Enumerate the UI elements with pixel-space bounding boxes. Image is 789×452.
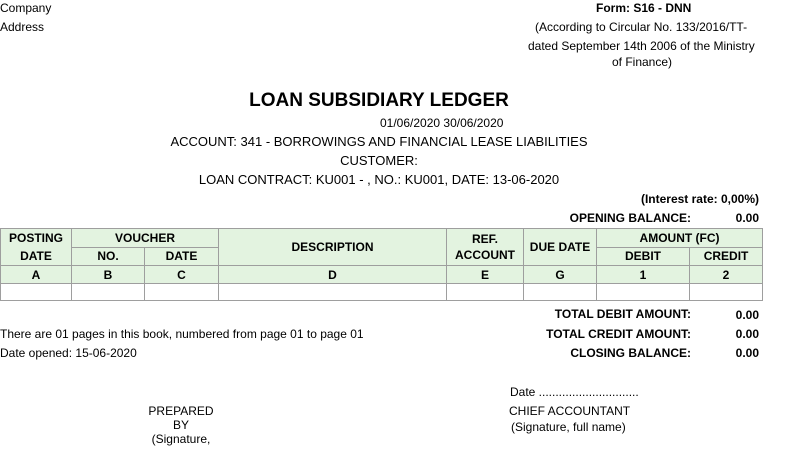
col-voucher-date: DATE <box>145 247 219 266</box>
interest-rate: (Interest rate: 0,00%) <box>640 192 759 206</box>
circular-line-2: dated September 14th 2006 of the Ministry <box>528 39 755 53</box>
chief-accountant-label: CHIEF ACCOUNTANT <box>509 404 631 418</box>
code-cell: C <box>145 266 219 284</box>
code-cell: 2 <box>690 266 763 284</box>
col-voucher-no: NO. <box>72 247 145 266</box>
table-cell <box>597 284 690 301</box>
col-description: DESCRIPTION <box>219 229 447 266</box>
col-amount-fc: AMOUNT (FC) <box>597 229 763 248</box>
col-ref-account: REF. ACCOUNT <box>447 229 524 266</box>
code-cell: A <box>1 266 72 284</box>
col-debit: DEBIT <box>597 247 690 266</box>
opening-balance-value: 0.00 <box>735 211 759 225</box>
opening-balance-label: OPENING BALANCE: <box>569 211 691 225</box>
table-cell <box>447 284 524 301</box>
ledger-table <box>0 228 763 301</box>
form-code: Form: S16 - DNN <box>596 1 692 15</box>
date-opened: Date opened: 15-06-2020 <box>0 346 137 360</box>
code-cell: D <box>219 266 447 284</box>
code-cell: 1 <box>597 266 690 284</box>
table-cell <box>524 284 597 301</box>
table-cell <box>145 284 219 301</box>
col-voucher: VOUCHER <box>72 229 219 248</box>
col-due-date: DUE DATE <box>524 229 597 266</box>
total-credit-label: TOTAL CREDIT AMOUNT: <box>546 327 691 341</box>
table-row <box>1 284 763 301</box>
code-cell: B <box>72 266 145 284</box>
prepared-line-3: (Signature, <box>151 432 211 446</box>
chief-accountant-signature: (Signature, full name) <box>511 420 626 434</box>
period-range: 01/06/2020 30/06/2020 <box>380 116 504 130</box>
prepared-line-2: BY <box>172 418 189 432</box>
customer-line: CUSTOMER: <box>340 153 418 168</box>
account-line: ACCOUNT: 341 - BORROWINGS AND FINANCIAL LEASE LIABILITIES <box>170 134 588 149</box>
circular-line-1: (According to Circular No. 133/2016/TT- <box>535 20 748 34</box>
circular-line-3: of Finance) <box>612 55 673 69</box>
closing-balance-label: CLOSING BALANCE: <box>570 346 691 360</box>
table-cell <box>219 284 447 301</box>
code-cell: G <box>524 266 597 284</box>
total-credit-value: 0.00 <box>735 327 759 341</box>
prepared-by-label <box>130 404 232 446</box>
col-posting-date: POSTING DATE <box>1 229 72 266</box>
closing-balance-value: 0.00 <box>735 346 759 360</box>
prepared-line-1: PREPARED <box>148 404 214 418</box>
col-credit: CREDIT <box>690 247 763 266</box>
address-label: Address <box>0 20 45 34</box>
pages-note: There are 01 pages in this book, numbered from page 01 to page 01 <box>0 327 364 341</box>
table-cell <box>690 284 763 301</box>
code-cell: E <box>447 266 524 284</box>
page-title: LOAN SUBSIDIARY LEDGER <box>249 90 509 111</box>
table-cell <box>1 284 72 301</box>
company-label: Company <box>0 1 52 15</box>
contract-line: LOAN CONTRACT: KU001 - , NO.: KU001, DATE: 13-06-2020 <box>198 172 560 187</box>
total-debit-label: TOTAL DEBIT AMOUNT: <box>554 307 691 321</box>
total-debit-value: 0.00 <box>735 308 759 322</box>
table-cell <box>72 284 145 301</box>
signature-date: Date .............................. <box>510 385 639 399</box>
